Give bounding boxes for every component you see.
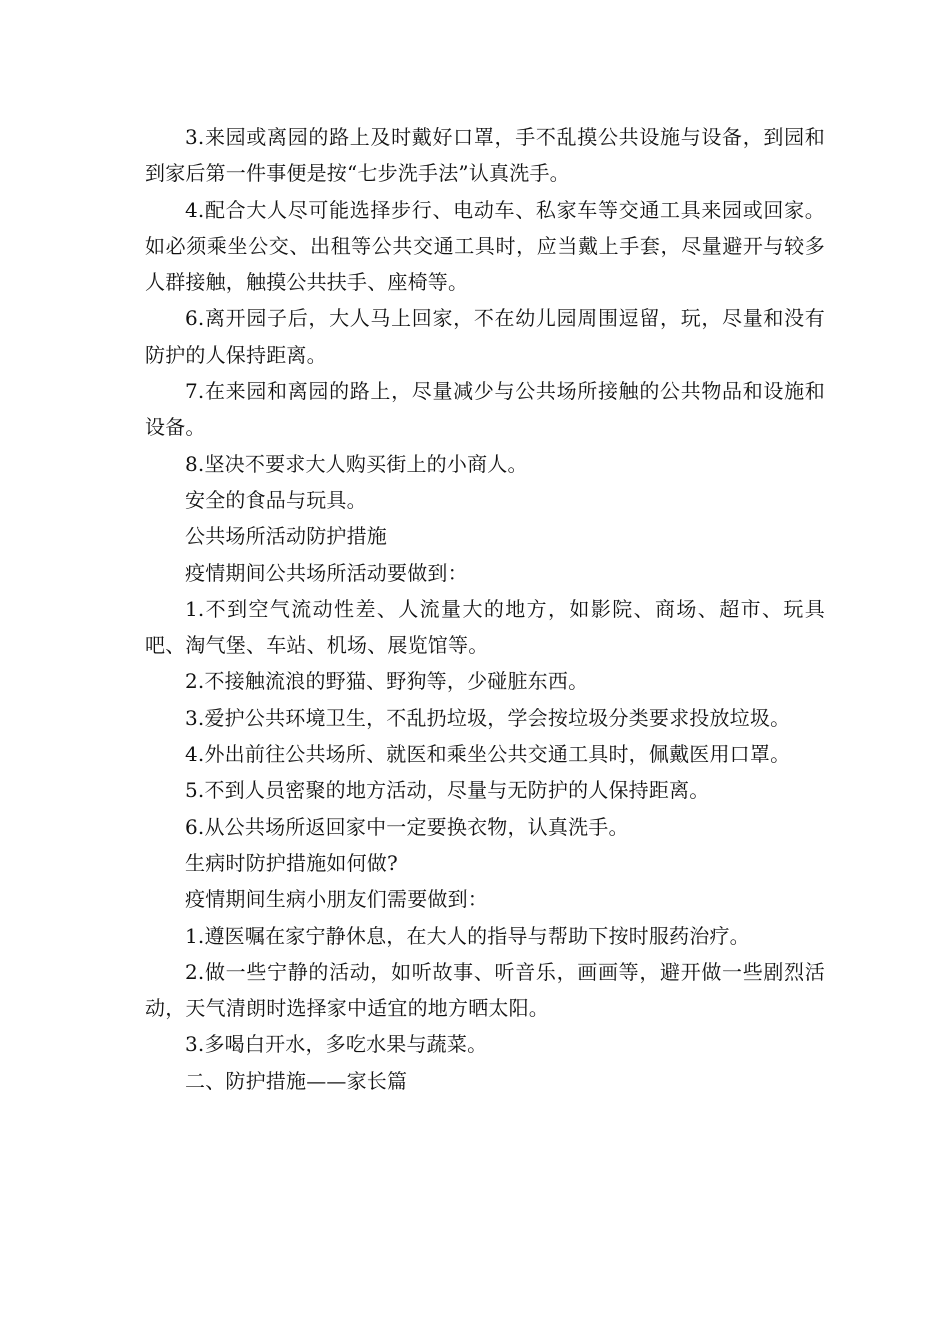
paragraph: 7.在来园和离园的路上，尽量减少与公共场所接触的公共物品和设施和设备。	[145, 379, 825, 440]
paragraph: 1.不到空气流动性差、人流量大的地方，如影院、商场、超市、玩具吧、淘气堡、车站、机场、展览馆等。	[145, 596, 825, 658]
section-heading: 公共场所活动防护措施	[185, 524, 387, 549]
paragraph: 3.爱护公共环境卫生，不乱扔垃圾，学会按垃圾分类要求投放垃圾。	[185, 705, 791, 730]
paragraph: 2.不接触流浪的野猫、野狗等，少碰脏东西。	[185, 669, 589, 694]
document-body	[145, 119, 825, 1099]
section-heading: 生病时防护措施如何做?	[185, 850, 398, 875]
paragraph: 6.从公共场所返回家中一定要换衣物，认真洗手。	[185, 814, 629, 839]
paragraph: 4.配合大人尽可能选择步行、电动车、私家车等交通工具来园或回家。如必须乘坐公交、出租等公共交通工具时，应当戴上手套，尽量避开与较多人群接触，触摸公共扶手、座椅等。	[145, 197, 825, 295]
paragraph: 疫情期间公共场所活动要做到：	[185, 560, 468, 585]
paragraph: 1.遵医嘱在家宁静休息，在大人的指导与帮助下按时服药治疗。	[185, 923, 750, 948]
section-heading: 二、防护措施——家长篇	[185, 1068, 408, 1093]
paragraph: 4.外出前往公共场所、就医和乘坐公共交通工具时，佩戴医用口罩。	[185, 742, 791, 767]
paragraph: 安全的食品与玩具。	[185, 487, 367, 512]
paragraph: 疫情期间生病小朋友们需要做到：	[185, 887, 488, 912]
paragraph: 3.来园或离园的路上及时戴好口罩，手不乱摸公共设施与设备，到园和到家后第一件事便是按“七步洗手法”认真洗手。	[145, 125, 825, 186]
paragraph: 3.多喝白开水，多吃水果与蔬菜。	[185, 1032, 488, 1057]
paragraph: 6.离开园子后，大人马上回家，不在幼儿园周围逗留，玩，尽量和没有防护的人保持距离。	[145, 306, 825, 367]
paragraph: 2.做一些宁静的活动，如听故事、听音乐，画画等，避开做一些剧烈活动，天气清朗时选择家中适宜的地方晒太阳。	[145, 959, 825, 1021]
paragraph: 5.不到人员密聚的地方活动，尽量与无防护的人保持距离。	[185, 778, 710, 803]
paragraph: 8.坚决不要求大人购买街上的小商人。	[185, 451, 528, 476]
